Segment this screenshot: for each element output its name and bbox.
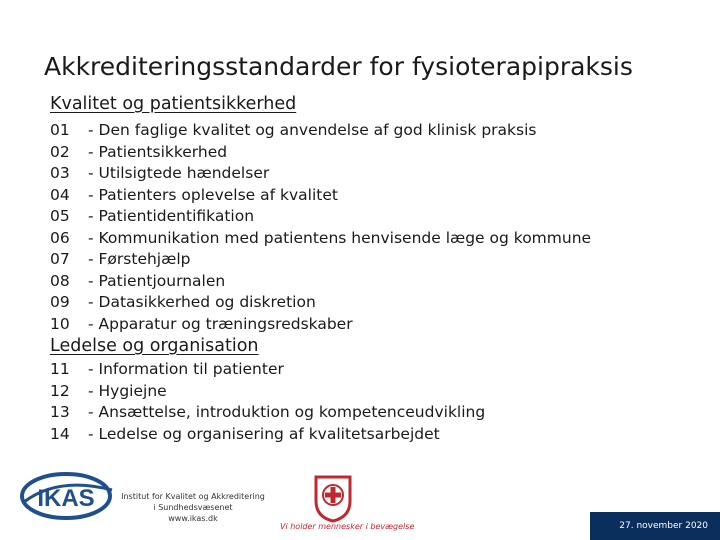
item-text: - Hygiejne bbox=[88, 381, 167, 400]
item-number: 03 bbox=[50, 164, 70, 182]
slide-title: Akkrediteringsstandarder for fysioterapipraksis bbox=[44, 52, 633, 81]
item-text: - Patientjournalen bbox=[88, 271, 226, 290]
association-motto: Vi holder mennesker i bevægelse bbox=[280, 522, 415, 531]
list-item bbox=[50, 271, 591, 293]
item-number: 05 bbox=[50, 207, 70, 225]
item-text: - Kommunikation med patientens henvisende læge og kommune bbox=[88, 228, 592, 247]
item-number: 08 bbox=[50, 271, 70, 290]
item-number: 13 bbox=[50, 403, 70, 421]
association-crest-icon bbox=[312, 473, 354, 523]
item-number: 01 bbox=[50, 121, 70, 139]
item-text: - Patientidentifikation bbox=[88, 207, 255, 225]
list-item bbox=[50, 314, 591, 336]
item-number: 06 bbox=[50, 228, 70, 247]
standards-list-management bbox=[50, 359, 485, 445]
item-number: 11 bbox=[50, 360, 70, 378]
list-item bbox=[50, 228, 591, 250]
list-item bbox=[50, 402, 485, 424]
ikas-logo-text: IKAS bbox=[37, 485, 95, 512]
item-text: - Ansættelse, introduktion og kompetenceudvikling bbox=[88, 403, 486, 421]
item-text: - Førstehjælp bbox=[88, 250, 191, 268]
item-text: - Datasikkerhed og diskretion bbox=[88, 293, 316, 311]
list-item bbox=[50, 206, 591, 228]
institute-website: www.ikas.dk bbox=[168, 514, 218, 523]
item-text: - Patienters oplevelse af kvalitet bbox=[88, 185, 338, 204]
list-item bbox=[50, 249, 591, 271]
item-number: 09 bbox=[50, 293, 70, 311]
list-item bbox=[50, 120, 591, 142]
item-number: 12 bbox=[50, 381, 70, 400]
institute-line: Institut for Kvalitet og Akkreditering bbox=[121, 492, 265, 501]
list-item bbox=[50, 142, 591, 164]
list-item bbox=[50, 292, 591, 314]
item-text: - Patientsikkerhed bbox=[88, 142, 228, 161]
list-item bbox=[50, 185, 591, 207]
item-number: 10 bbox=[50, 314, 70, 333]
institute-line: i Sundhedsvæsenet bbox=[153, 503, 233, 512]
item-number: 07 bbox=[50, 250, 70, 268]
item-number: 14 bbox=[50, 424, 70, 443]
item-number: 02 bbox=[50, 142, 70, 161]
item-number: 04 bbox=[50, 185, 70, 204]
list-item bbox=[50, 381, 485, 403]
slide-date: 27. november 2020 bbox=[619, 521, 708, 531]
standards-list-quality bbox=[50, 120, 591, 335]
date-bar bbox=[590, 512, 720, 540]
item-text: - Apparatur og træningsredskaber bbox=[88, 314, 353, 333]
item-text: - Den faglige kvalitet og anvendelse af god klinisk praksis bbox=[88, 121, 537, 139]
item-text: - Ledelse og organisering af kvalitetsarbejdet bbox=[88, 424, 440, 443]
ikas-logo bbox=[18, 468, 118, 524]
list-item bbox=[50, 163, 591, 185]
section-heading-quality: Kvalitet og patientsikkerhed bbox=[50, 94, 297, 114]
item-text: - Utilsigtede hændelser bbox=[88, 164, 270, 182]
list-item bbox=[50, 424, 485, 446]
list-item bbox=[50, 359, 485, 381]
item-text: - Information til patienter bbox=[88, 360, 284, 378]
institute-info bbox=[118, 491, 268, 524]
section-heading-management: Ledelse og organisation bbox=[50, 336, 259, 356]
